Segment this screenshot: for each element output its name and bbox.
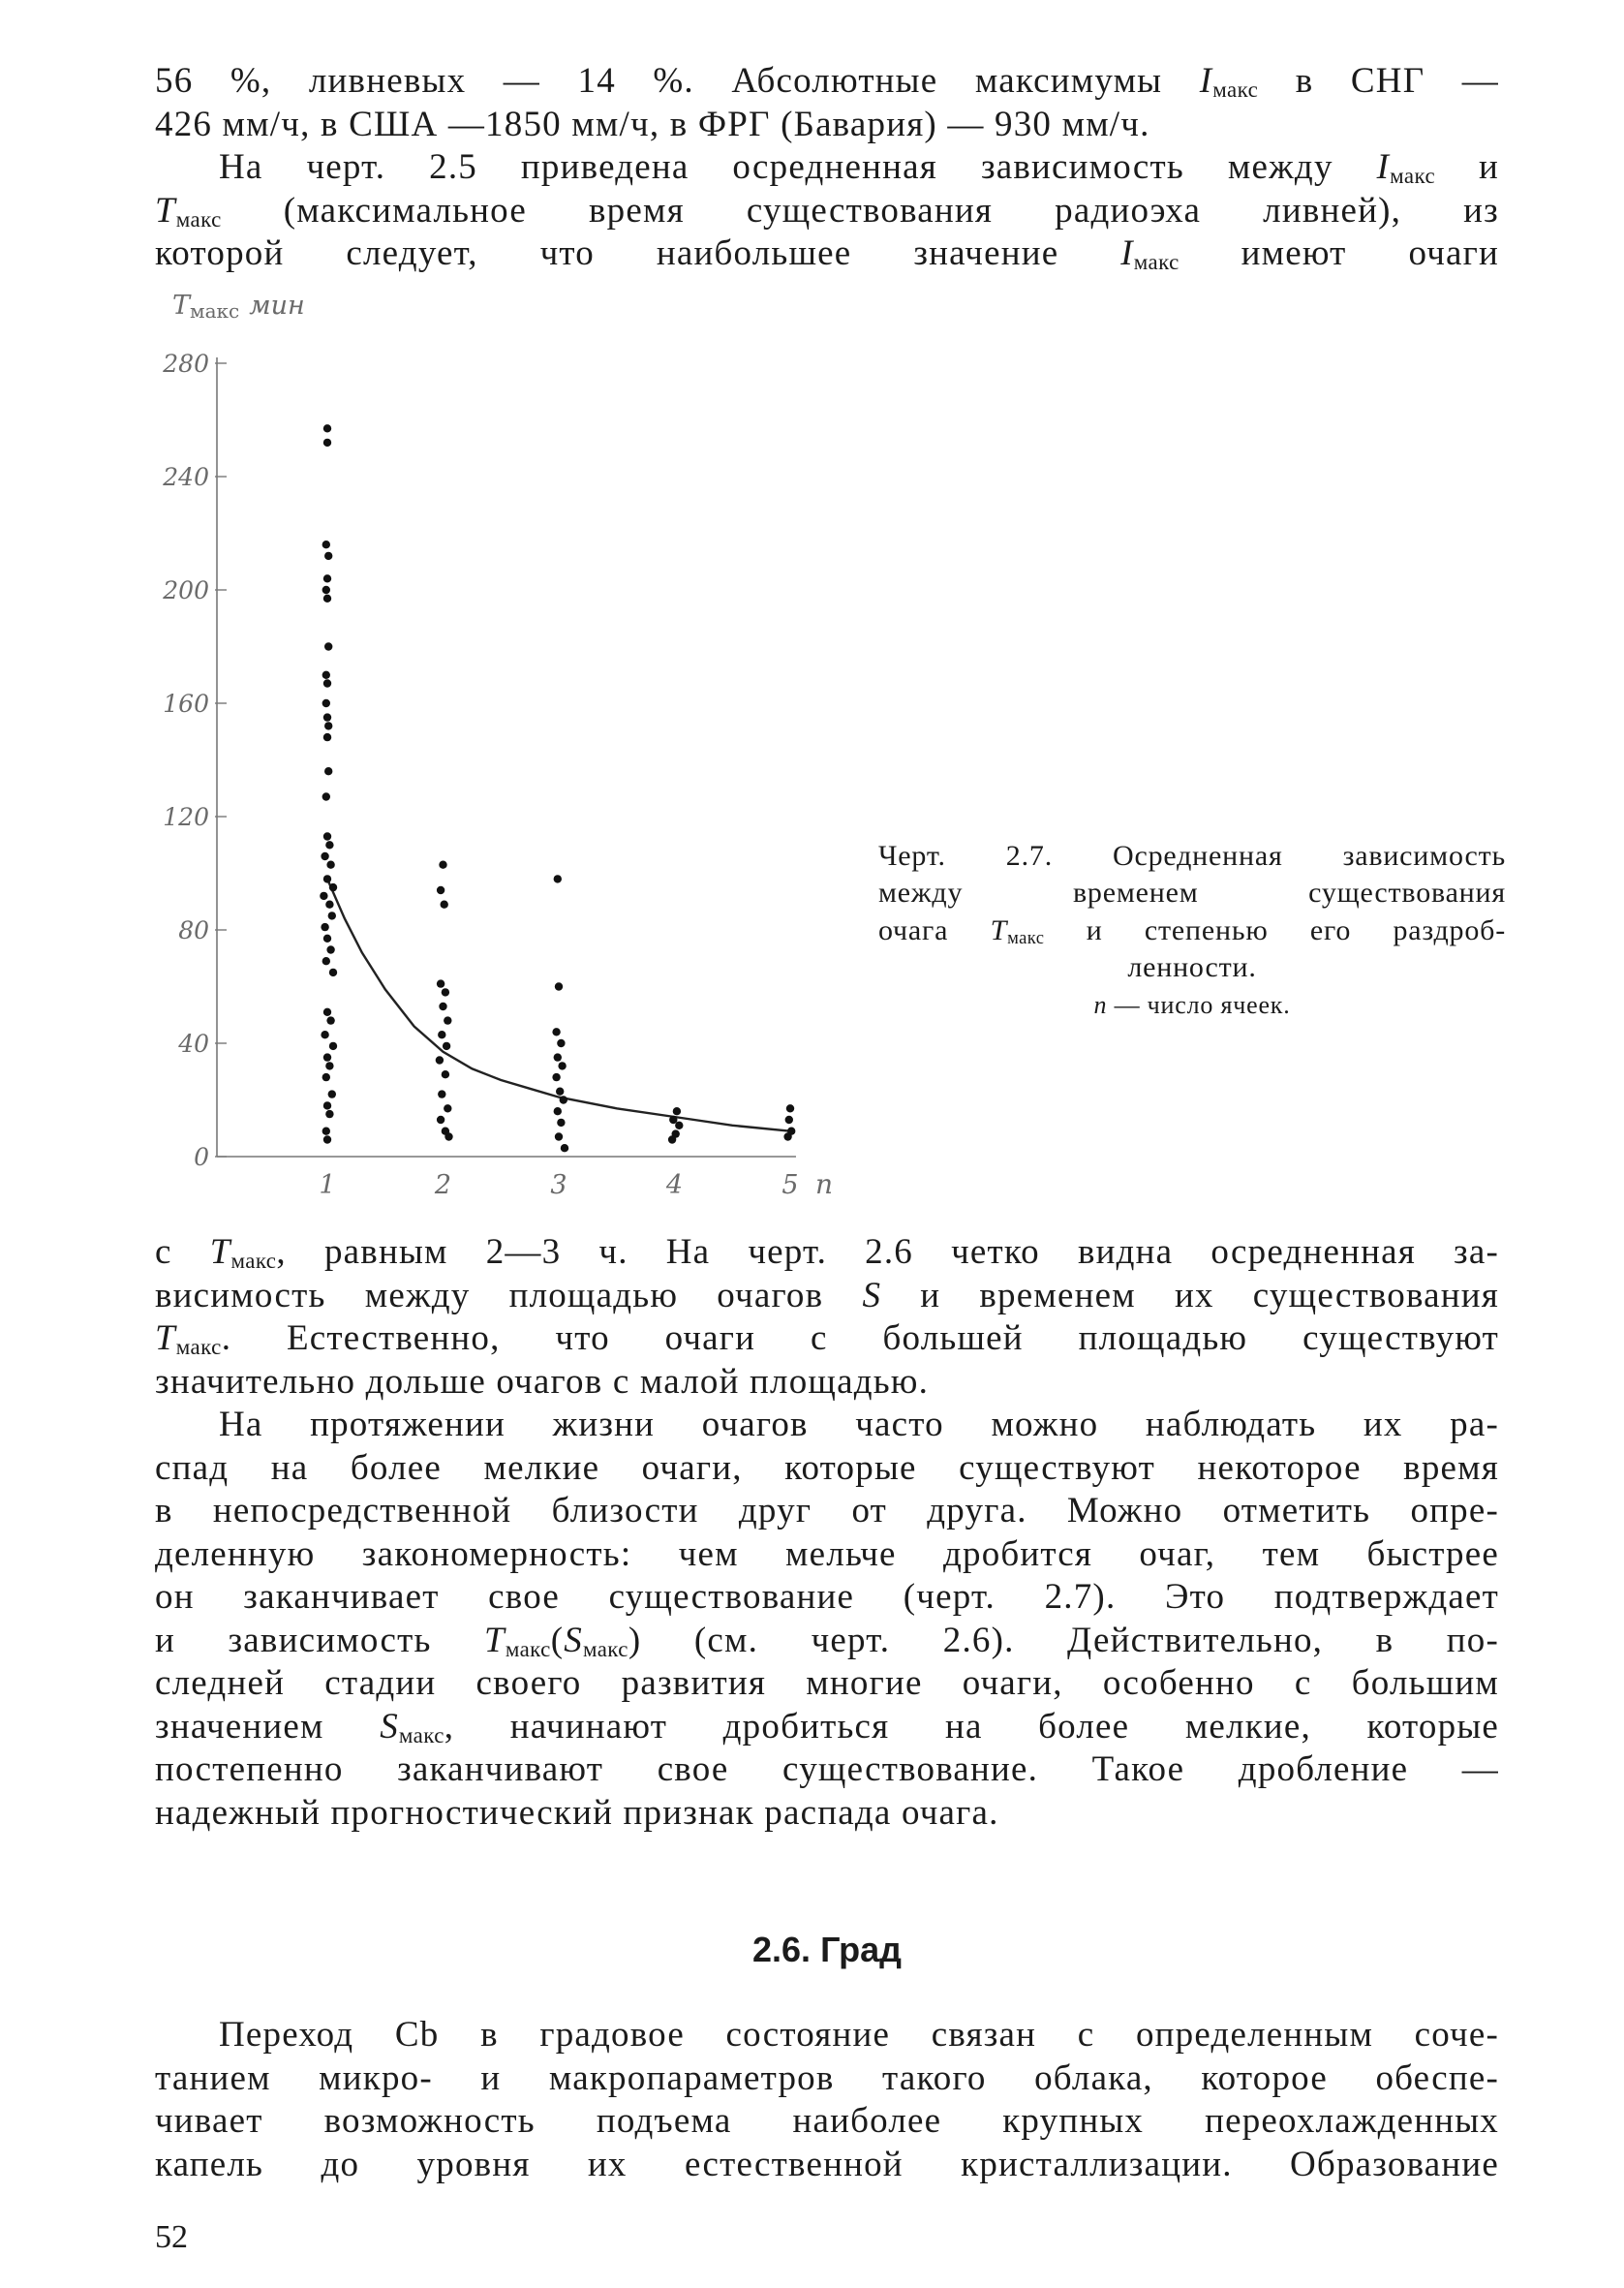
y-tick-label: 0: [194, 1143, 209, 1171]
text-run: На черт. 2.5 приведена осредненная зависимость между: [219, 147, 1377, 187]
scatter-point: [552, 1073, 560, 1081]
scatter-point: [436, 1056, 444, 1064]
italic-symbol: I: [1120, 233, 1134, 273]
subscript: макс: [398, 1722, 444, 1747]
scatter-point: [557, 1039, 565, 1047]
x-tick-label: 1: [319, 1170, 336, 1200]
text-run: — число ячеек.: [1107, 990, 1291, 1019]
scatter-point: [320, 892, 327, 900]
subscript: макс: [175, 1335, 222, 1360]
scatter-point: [322, 957, 330, 965]
scatter-point: [329, 969, 337, 976]
scatter-point: [554, 875, 562, 882]
x-tick-label: 2: [434, 1170, 452, 1200]
text-line: [155, 2057, 1499, 2101]
scatter-point: [561, 1144, 568, 1152]
figure-caption: [878, 838, 1506, 1024]
text-block-bottom: [155, 2014, 1499, 2186]
italic-symbol: I: [1376, 147, 1391, 187]
text-run: постепенно заканчивают свое существование. Такое дробление —: [155, 1749, 1499, 1789]
text-line: [155, 190, 1499, 233]
text-line: [155, 1490, 1499, 1533]
text-run: надежный прогностический признак распада очага.: [155, 1792, 999, 1833]
text-line: [155, 2144, 1499, 2187]
scatter-point: [325, 1110, 333, 1118]
caption-line: [878, 838, 1506, 875]
text-run: , начинают дробиться на более мелкие, которые: [444, 1706, 1500, 1747]
scatter-point: [324, 642, 332, 650]
text-run: между временем существования: [878, 877, 1506, 910]
y-axis-label-subscript: макс: [190, 299, 240, 323]
x-tick-label: 4: [665, 1170, 684, 1200]
text-run: Черт. 2.7. Осредненная зависимость: [878, 840, 1506, 872]
scatter-point: [323, 1008, 331, 1016]
caption-line: [878, 875, 1506, 912]
scatter-point: [324, 552, 332, 560]
scatter-point: [552, 1028, 560, 1036]
text-run: и степенью его раздроб-: [1044, 913, 1506, 946]
text-run: 56 %, ливневых — 14 %. Абсолютные максимумы: [155, 61, 1200, 101]
scatter-point: [441, 901, 448, 909]
subscript: макс: [175, 206, 222, 232]
scatter-point: [554, 1107, 562, 1115]
scatter-point: [324, 722, 332, 729]
page-number: 52: [155, 2219, 188, 2255]
y-tick-label: 40: [178, 1030, 209, 1058]
scatter-point: [673, 1107, 681, 1115]
text-line: [155, 1404, 1499, 1447]
x-axis-label: n: [815, 1168, 834, 1200]
scatter-point: [322, 792, 330, 800]
text-line: [155, 60, 1499, 104]
scatter-point: [323, 935, 331, 943]
y-tick-label: 120: [163, 803, 209, 831]
y-axis-label-symbol: T: [172, 291, 191, 321]
scatter-point: [786, 1104, 794, 1112]
subscript: макс: [505, 1636, 551, 1661]
scatter-point: [326, 945, 334, 953]
text-run: и: [1435, 147, 1499, 187]
italic-symbol: S: [380, 1706, 399, 1747]
text-run: 426 мм/ч, в США —1850 мм/ч, в ФРГ (Бавария) — 930 мм/ч.: [155, 104, 1150, 144]
text-block-top: [155, 60, 1499, 276]
scatter-point: [444, 1016, 451, 1024]
x-tick-label: 3: [550, 1170, 567, 1200]
scatter-point: [321, 852, 328, 860]
scatter-point: [439, 1003, 446, 1010]
text-run: он заканчивает свое существование (черт. 2.7). Это подтверждает: [155, 1577, 1499, 1617]
scatter-point: [329, 883, 337, 891]
scatter-point: [323, 439, 331, 447]
text-line: [155, 2014, 1499, 2057]
scatter-point: [323, 1101, 331, 1109]
scatter-point: [437, 1116, 444, 1124]
text-run: висимость между площадью очагов: [155, 1275, 863, 1315]
scatter-point: [442, 988, 449, 996]
text-run: деленную закономерность: чем мельче дробится очаг, тем быстрее: [155, 1533, 1499, 1574]
scatter-point: [443, 1042, 450, 1050]
y-tick-label: 280: [163, 350, 209, 378]
scatter-point: [785, 1116, 793, 1124]
subscript: макс: [1212, 77, 1259, 103]
text-line: [155, 1576, 1499, 1620]
scatter-point: [554, 1053, 562, 1061]
text-run: ) (см. черт. 2.6). Действительно, в по-: [628, 1620, 1499, 1660]
scatter-point: [323, 713, 331, 721]
text-line: [155, 1662, 1499, 1706]
text-run: На протяжении жизни очагов часто можно наблюдать их ра-: [219, 1405, 1499, 1444]
subscript: макс: [230, 1249, 277, 1274]
subscript: макс: [1007, 927, 1045, 948]
scatter-point: [555, 1132, 563, 1140]
scatter-point: [325, 1062, 333, 1069]
scatter-point: [322, 1073, 330, 1081]
scatter-point: [560, 1096, 567, 1103]
scatter-point: [328, 1090, 336, 1098]
scatter-point: [323, 595, 331, 603]
y-tick-label: 80: [178, 916, 209, 944]
text-line: [155, 1275, 1499, 1318]
text-run: (: [550, 1620, 565, 1660]
text-line: [155, 1447, 1499, 1491]
text-line: [155, 2100, 1499, 2144]
text-line: [155, 1533, 1499, 1577]
text-run: Переход Cb в градовое состояние связан с определенным соче-: [219, 2015, 1499, 2055]
text-line: [155, 1748, 1499, 1792]
scatter-point: [323, 1135, 331, 1143]
scatter-point: [323, 832, 331, 840]
caption-line: [878, 912, 1506, 949]
x-tick-label: 5: [781, 1170, 799, 1200]
y-axis-label-unit: мин: [249, 291, 305, 321]
scatter-point: [323, 424, 331, 432]
text-run: и временем их существования: [881, 1275, 1499, 1315]
scatter-point: [326, 861, 334, 869]
italic-symbol: n: [1093, 990, 1108, 1019]
italic-symbol: T: [155, 1318, 176, 1358]
subscript: макс: [1390, 164, 1436, 189]
scatter-point: [323, 875, 331, 882]
scatter-point: [326, 1016, 334, 1024]
y-tick-label: 160: [163, 690, 209, 718]
italic-symbol: I: [1199, 61, 1213, 101]
text-line: [155, 1317, 1499, 1361]
scatter-point: [321, 1031, 328, 1038]
scatter-point: [322, 671, 330, 679]
text-line: [155, 1361, 1499, 1405]
italic-symbol: S: [862, 1275, 882, 1315]
text-run: в СНГ —: [1258, 61, 1499, 101]
text-run: чивает возможность подъема наиболее крупных переохлажденных: [155, 2101, 1499, 2141]
y-tick-label: 200: [163, 576, 209, 604]
scatter-point: [437, 886, 444, 894]
text-run: значительно дольше очагов с малой площадью.: [155, 1361, 930, 1402]
scatter-point: [438, 1031, 445, 1038]
scatter-point: [322, 541, 330, 548]
scatter-point: [444, 1132, 452, 1140]
italic-symbol: S: [564, 1620, 583, 1660]
text-line: [155, 1620, 1499, 1663]
scatter-point: [324, 767, 332, 775]
scatter-point: [668, 1135, 676, 1143]
scatter-point: [323, 574, 331, 582]
text-line: [155, 1231, 1499, 1275]
y-axis-label: [172, 291, 305, 323]
text-line: [155, 1706, 1499, 1749]
scatter-point: [437, 979, 444, 987]
text-run: . Естественно, что очаги с большей площадью существуют: [221, 1318, 1499, 1358]
scatter-point: [323, 1053, 331, 1061]
scatter-point: [439, 861, 446, 869]
scatter-point: [322, 699, 330, 707]
text-run: следней стадии своего развития многие очаги, особенно с большим: [155, 1663, 1499, 1703]
scatter-point: [322, 1128, 330, 1135]
text-run: танием микро- и макропараметров такого облака, которое обеспе-: [155, 2057, 1499, 2098]
scatter-point: [558, 1062, 566, 1069]
caption-line: [878, 949, 1506, 986]
text-run: и зависимость: [155, 1620, 485, 1660]
text-run: с: [155, 1232, 210, 1272]
scatter-point: [321, 923, 328, 931]
scatter-point: [438, 1090, 445, 1098]
scatter-point: [442, 1070, 449, 1078]
text-run: спад на более мелкие очаги, которые существуют некоторое время: [155, 1447, 1499, 1488]
text-run: в непосредственной близости друг от друга. Можно отметить опре-: [155, 1491, 1499, 1530]
text-run: , равным 2—3 ч. На черт. 2.6 четко видна осредненная за-: [276, 1232, 1499, 1272]
text-run: имеют очаги: [1179, 233, 1499, 273]
scatter-chart: [145, 281, 872, 1201]
scatter-point: [323, 679, 331, 687]
text-run: (максимальное время существования радиоэха ливней), из: [221, 190, 1499, 231]
text-run: которой следует, что наибольшее значение: [155, 233, 1121, 273]
text-run: ленности.: [1127, 951, 1257, 984]
text-run: значением: [155, 1706, 381, 1747]
text-line: [155, 146, 1499, 190]
scatter-point: [322, 586, 330, 594]
scatter-point: [557, 1119, 565, 1127]
scatter-point: [555, 982, 563, 990]
scatter-point: [325, 901, 333, 909]
italic-symbol: T: [484, 1620, 506, 1660]
subscript: макс: [582, 1636, 628, 1661]
scatter-point: [444, 1104, 451, 1112]
scatter-point: [329, 1042, 337, 1050]
scatter-point: [323, 733, 331, 741]
italic-symbol: T: [209, 1232, 231, 1272]
text-line: [155, 232, 1499, 276]
scatter-point: [675, 1122, 683, 1129]
section-heading: 2.6. Град: [752, 1930, 902, 1969]
scatter-point: [325, 841, 333, 849]
scatter-point: [328, 912, 336, 919]
subscript: макс: [1133, 250, 1180, 275]
text-run: очага: [878, 913, 991, 946]
text-line: [155, 104, 1499, 147]
text-run: капель до уровня их естественной кристаллизации. Образование: [155, 2144, 1499, 2184]
scatter-point: [783, 1132, 791, 1140]
y-tick-label: 240: [163, 463, 209, 491]
italic-symbol: T: [990, 913, 1008, 946]
text-block-middle: [155, 1231, 1499, 1835]
caption-note: [878, 987, 1506, 1024]
italic-symbol: T: [155, 190, 176, 231]
scatter-point: [556, 1088, 564, 1096]
text-line: [155, 1792, 1499, 1836]
